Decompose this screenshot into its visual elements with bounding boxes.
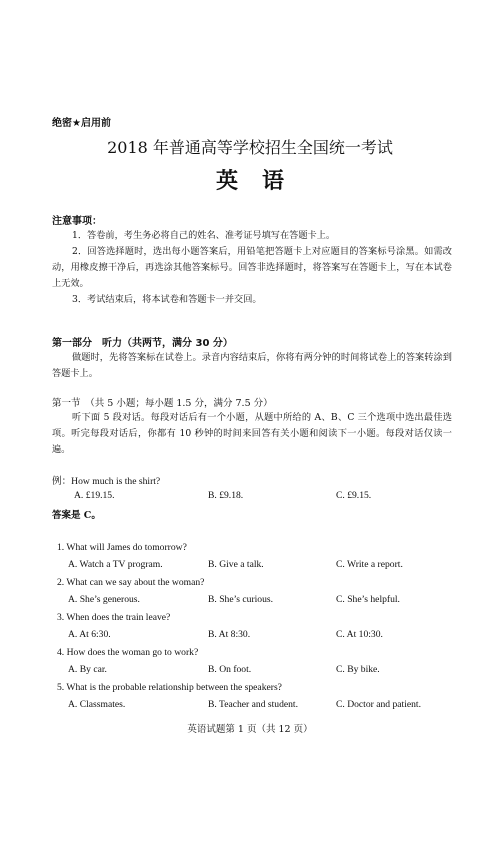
question-4: 4. How does the woman go to work? xyxy=(57,647,199,658)
part1-instruction: 做题时，先将答案标在试卷上。录音内容结束后，你将有两分钟的时间将试卷上的答案转涂到答题卡上。 xyxy=(52,352,452,379)
q1-option-b: B. Give a talk. xyxy=(208,559,264,570)
confidential-label: 绝密★启用前 xyxy=(52,118,111,129)
question-2: 2. What can we say about the woman? xyxy=(57,577,205,588)
q4-option-b: B. On foot. xyxy=(208,664,252,675)
part1-heading: 第一部分 听力（共两节，满分 30 分） xyxy=(52,338,233,349)
subject-title: 英语 xyxy=(215,168,308,194)
q5-option-a: A. Classmates. xyxy=(68,699,126,710)
example-question: 例：How much is the shirt? xyxy=(52,476,161,487)
question-1: 1. What will James do tomorrow? xyxy=(57,542,187,553)
q2-option-a: A. She’s generous. xyxy=(68,594,140,605)
notes-heading: 注意事项： xyxy=(52,216,102,227)
q2-option-b: B. She’s curious. xyxy=(208,594,274,605)
example-answer: 答案是 C。 xyxy=(52,510,101,521)
question-5: 5. What is the probable relationship between the speakers? xyxy=(57,682,282,693)
question-3: 3. When does the train leave? xyxy=(57,612,171,623)
example-option-a: A. £19.15. xyxy=(74,490,115,501)
example-option-b: B. £9.18. xyxy=(208,490,244,501)
note-item: 3．考试结束后，将本试卷和答题卡一并交回。 xyxy=(72,294,262,305)
note-item: 1．答卷前，考生务必将自己的姓名、准考证号填写在答题卡上。 xyxy=(72,230,336,241)
exam-title: 2018 年普通高等学校招生全国统一考试 xyxy=(107,138,393,157)
q4-option-c: C. By bike. xyxy=(336,664,380,675)
section1-instruction: 听下面 5 段对话。每段对话后有一个小题，从题中所给的 A、B、C 三个选项中选出最佳选项。听完每段对话后，你都有 10 秒钟的时间来回答有关小题和阅读下一小题。每段对话仅读一遍。 xyxy=(52,412,452,455)
q3-option-b: B. At 8:30. xyxy=(208,629,251,640)
q3-option-a: A. At 6:30. xyxy=(68,629,111,640)
q1-option-c: C. Write a report. xyxy=(336,559,403,570)
q3-option-c: C. At 10:30. xyxy=(336,629,383,640)
q5-option-c: C. Doctor and patient. xyxy=(336,699,421,710)
q1-option-a: A. Watch a TV program. xyxy=(68,559,163,570)
page-footer: 英语试题第 1 页（共 12 页） xyxy=(187,724,313,735)
example-option-c: C. £9.15. xyxy=(336,490,372,501)
q5-option-b: B. Teacher and student. xyxy=(208,699,298,710)
section1-heading: 第一节 （共 5 小题；每小题 1.5 分，满分 7.5 分） xyxy=(52,398,273,409)
note-item: 2．回答选择题时，选出每小题答案后，用铅笔把答题卡上对应题目的答案标号涂黑。如需改动，用橡皮擦干净后，再选涂其他答案标号。回答非选择题时，将答案写在答题卡上，写在本试卷上无效。 xyxy=(52,246,452,289)
q4-option-a: A. By car. xyxy=(68,664,107,675)
q2-option-c: C. She’s helpful. xyxy=(336,594,400,605)
